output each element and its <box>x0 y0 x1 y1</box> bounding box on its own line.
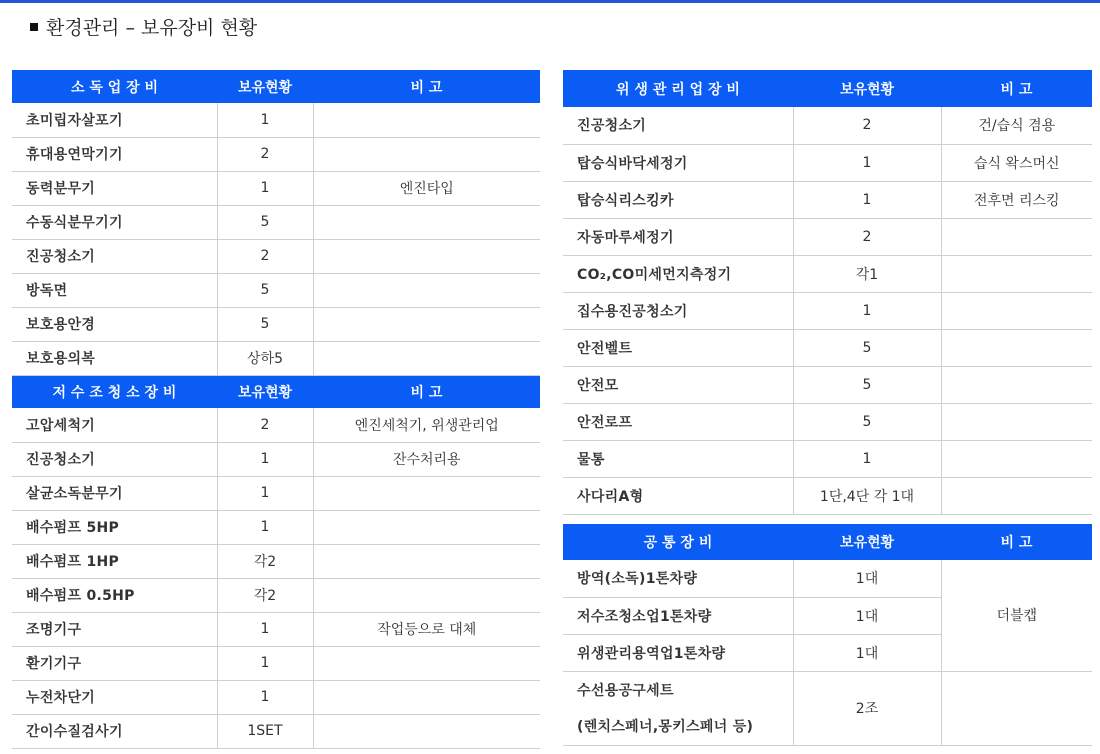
equipment-name: 집수용진공청소기 <box>563 292 793 329</box>
equipment-note <box>941 403 1092 440</box>
equipment-name: 환기기구 <box>12 646 217 680</box>
equipment-name: 위생관리용역업1톤차량 <box>563 634 793 671</box>
equipment-name: 누전차단기 <box>12 680 217 714</box>
equipment-name: 자동마루세정기 <box>563 218 793 255</box>
equipment-qty: 5 <box>217 273 313 307</box>
equipment-note <box>941 255 1092 292</box>
page-title-text: 환경관리 – 보유장비 현황 <box>46 17 258 39</box>
common-equipment-table <box>563 524 1092 746</box>
equipment-name: 고압세척기 <box>12 408 217 442</box>
col-header-name: 소 독 업 장 비 <box>12 70 217 103</box>
equipment-note <box>313 578 540 612</box>
equipment-qty: 2 <box>217 137 313 171</box>
equipment-note <box>313 544 540 578</box>
col-header-name: 저 수 조 청 소 장 비 <box>12 375 217 408</box>
table-row <box>12 137 540 171</box>
equipment-qty: 각2 <box>217 544 313 578</box>
equipment-name: 간이수질검사기 <box>12 714 217 748</box>
equipment-name: 초미립자살포기 <box>12 103 217 137</box>
col-header-qty: 보유현황 <box>217 375 313 408</box>
equipment-name: 안전모 <box>563 366 793 403</box>
equipment-name: 탑승식바닥세정기 <box>563 144 793 181</box>
equipment-qty: 1 <box>217 476 313 510</box>
equipment-qty: 1 <box>217 510 313 544</box>
equipment-note <box>941 292 1092 329</box>
col-header-qty: 보유현황 <box>217 70 313 103</box>
table-row <box>12 273 540 307</box>
equipment-qty: 1 <box>793 144 941 181</box>
table-row <box>12 103 540 137</box>
equipment-qty: 2 <box>217 408 313 442</box>
table-row <box>12 205 540 239</box>
col-header-name: 위 생 관 리 업 장 비 <box>563 70 793 107</box>
table-row <box>12 578 540 612</box>
bullet-square-icon <box>30 23 38 31</box>
equipment-name: 수선용공구세트 <box>577 682 674 699</box>
equipment-qty: 상하5 <box>217 341 313 375</box>
equipment-qty: 1 <box>217 612 313 646</box>
equipment-name: 보호용의복 <box>12 341 217 375</box>
equipment-qty: 5 <box>217 307 313 341</box>
equipment-note <box>313 137 540 171</box>
table-row <box>563 218 1092 255</box>
page-title <box>30 13 257 40</box>
equipment-note <box>313 341 540 375</box>
equipment-qty: 2 <box>217 239 313 273</box>
table-row <box>563 181 1092 218</box>
equipment-name: 동력분무기 <box>12 171 217 205</box>
equipment-note: 전후면 리스킹 <box>941 181 1092 218</box>
equipment-qty: 1 <box>793 181 941 218</box>
equipment-note: 건/습식 겸용 <box>941 107 1092 144</box>
equipment-note <box>941 329 1092 366</box>
col-header-note: 비 고 <box>941 70 1092 107</box>
equipment-note <box>313 476 540 510</box>
equipment-qty: 5 <box>793 329 941 366</box>
equipment-name: 진공청소기 <box>563 107 793 144</box>
equipment-qty: 1대 <box>793 560 941 597</box>
equipment-qty: 2 <box>793 107 941 144</box>
equipment-note <box>941 366 1092 403</box>
equipment-note <box>941 218 1092 255</box>
equipment-name: 조명기구 <box>12 612 217 646</box>
equipment-qty: 1 <box>217 171 313 205</box>
equipment-note <box>313 307 540 341</box>
equipment-name: 진공청소기 <box>12 442 217 476</box>
table-row <box>12 510 540 544</box>
equipment-note: 습식 왁스머신 <box>941 144 1092 181</box>
table-row <box>563 292 1092 329</box>
col-header-note: 비 고 <box>941 524 1092 560</box>
equipment-note <box>313 273 540 307</box>
table-row <box>563 107 1092 144</box>
table-row <box>563 560 1092 597</box>
equipment-name: 탑승식리스킹카 <box>563 181 793 218</box>
equipment-qty: 1SET <box>217 714 313 748</box>
col-header-note: 비 고 <box>313 375 540 408</box>
table-row <box>12 341 540 375</box>
equipment-name: 배수펌프 0.5HP <box>12 578 217 612</box>
equipment-qty: 각2 <box>217 578 313 612</box>
table-row <box>563 477 1092 514</box>
equipment-note <box>313 239 540 273</box>
table-row <box>563 329 1092 366</box>
equipment-name: 보호용안경 <box>12 307 217 341</box>
equipment-name: 진공청소기 <box>12 239 217 273</box>
col-header-qty: 보유현황 <box>793 524 941 560</box>
table-row <box>12 307 540 341</box>
equipment-name: 살균소독분무기 <box>12 476 217 510</box>
equipment-qty: 5 <box>793 403 941 440</box>
equipment-name: 방독면 <box>12 273 217 307</box>
table-row <box>12 476 540 510</box>
equipment-qty: 5 <box>793 366 941 403</box>
table-row <box>12 408 540 442</box>
equipment-name: 사다리A형 <box>563 477 793 514</box>
equipment-name: 방역(소독)1톤차량 <box>563 560 793 597</box>
equipment-name: (렌치스페너,몽키스페너 등) <box>563 708 793 745</box>
table-header-row <box>12 375 540 408</box>
equipment-qty: 1 <box>217 680 313 714</box>
table-row <box>12 442 540 476</box>
equipment-qty: 1단,4단 각 1대 <box>793 477 941 514</box>
equipment-name: 물통 <box>563 440 793 477</box>
equipment-name: 저수조청소업1톤차량 <box>563 597 793 634</box>
table-row <box>12 612 540 646</box>
equipment-note: 엔진타입 <box>313 171 540 205</box>
table-row <box>12 171 540 205</box>
equipment-name: 수동식분무기기 <box>12 205 217 239</box>
equipment-note <box>313 510 540 544</box>
equipment-name: 휴대용연막기기 <box>12 137 217 171</box>
equipment-note <box>941 477 1092 514</box>
equipment-qty: 1 <box>217 442 313 476</box>
table-row <box>563 255 1092 292</box>
equipment-name: CO₂,CO미세먼지측정기 <box>563 255 793 292</box>
equipment-name: 배수펌프 1HP <box>12 544 217 578</box>
equipment-qty: 1대 <box>793 634 941 671</box>
equipment-name: 배수펌프 5HP <box>12 510 217 544</box>
col-header-qty: 보유현황 <box>793 70 941 107</box>
top-accent-bar <box>0 0 1100 3</box>
col-header-name: 공 통 장 비 <box>563 524 793 560</box>
table-header-row <box>563 70 1092 107</box>
equipment-qty: 1 <box>217 646 313 680</box>
table-row <box>563 144 1092 181</box>
table-row <box>12 646 540 680</box>
equipment-note: 작업등으로 대체 <box>313 612 540 646</box>
equipment-note <box>313 646 540 680</box>
equipment-note <box>313 714 540 748</box>
merged-note-cell: 더블캡 <box>941 560 1092 671</box>
left-equipment-table <box>12 70 540 749</box>
equipment-note: 잔수처리용 <box>313 442 540 476</box>
table-row <box>563 671 1092 708</box>
equipment-note: 엔진세척기, 위생관리업 <box>313 408 540 442</box>
equipment-name: 안전벨트 <box>563 329 793 366</box>
equipment-qty: 1대 <box>793 597 941 634</box>
equipment-qty: 1 <box>217 103 313 137</box>
equipment-qty: 5 <box>217 205 313 239</box>
equipment-qty: 1 <box>793 440 941 477</box>
col-header-note: 비 고 <box>313 70 540 103</box>
table-row <box>563 440 1092 477</box>
equipment-qty: 각1 <box>793 255 941 292</box>
equipment-note <box>313 103 540 137</box>
equipment-qty: 1 <box>793 292 941 329</box>
table-header-row <box>12 70 540 103</box>
equipment-name: 안전로프 <box>563 403 793 440</box>
sanitation-equipment-table <box>563 70 1092 515</box>
table-row <box>12 239 540 273</box>
table-row <box>12 680 540 714</box>
table-header-row <box>563 524 1092 560</box>
table-row <box>12 714 540 748</box>
equipment-note <box>313 205 540 239</box>
equipment-qty: 2 <box>793 218 941 255</box>
table-row <box>563 403 1092 440</box>
equipment-note <box>941 440 1092 477</box>
equipment-note <box>313 680 540 714</box>
equipment-qty: 2조 <box>793 671 941 745</box>
equipment-note <box>941 671 1092 745</box>
table-row <box>563 366 1092 403</box>
table-row <box>12 544 540 578</box>
